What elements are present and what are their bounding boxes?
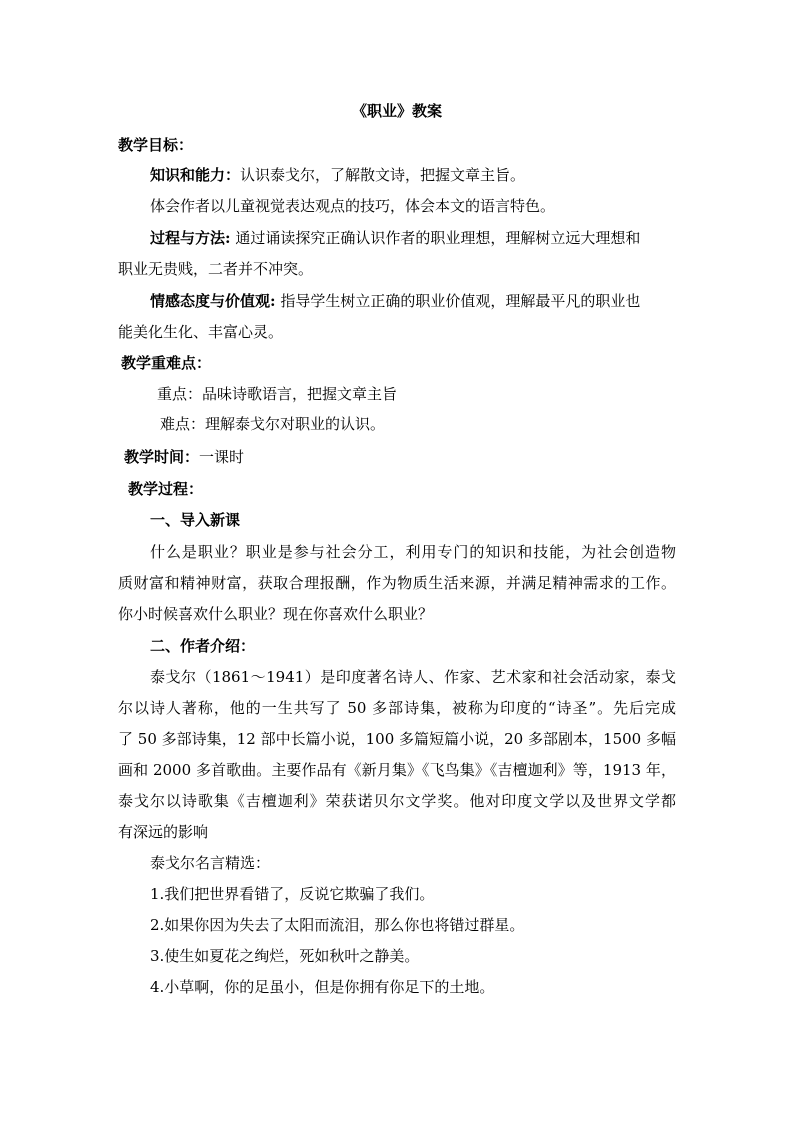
emotion-text: 指导学生树立正确的职业价值观，理解最平凡的职业也	[275, 292, 641, 310]
knowledge-line	[150, 165, 525, 185]
teaching-time	[124, 447, 244, 467]
quotes-heading: 泰戈尔名言精选：	[150, 854, 271, 872]
process-method-text: 通过诵读探究正确认识作者的职业理想，理解树立远大理想和	[230, 229, 641, 247]
teaching-time-label: 教学时间：	[124, 448, 200, 466]
key-points-heading: 教学重难点：	[121, 354, 212, 372]
knowledge-line-2: 体会作者以儿童视觉表达观点的技巧，体会本文的语言特色。	[150, 197, 556, 215]
section-2-line-4: 画和 2000 多首歌曲。主要作品有《新月集》《飞鸟集》《吉檀迦利》等，1913 年，	[118, 761, 676, 779]
document-title: 《职业》教案	[351, 102, 442, 120]
teaching-time-value: 一课时	[199, 448, 245, 466]
key-point: 重点：品味诗歌语言，把握文章主旨	[157, 385, 398, 403]
section-2-line-6: 有深远的影响	[118, 823, 209, 841]
difficulty: 难点：理解泰戈尔对职业的认识。	[160, 415, 386, 433]
emotion-line-2: 能美化生化、丰富心灵。	[118, 323, 284, 341]
process-method-line	[150, 228, 640, 248]
process-method-label: 过程与方法:	[150, 229, 231, 247]
section-1-line-1: 什么是职业？职业是参与社会分工，利用专门的知识和技能，为社会创造物	[150, 543, 676, 561]
process-heading: 教学过程：	[128, 480, 204, 498]
section-1-line-3: 你小时候喜欢什么职业？现在你喜欢什么职业？	[118, 605, 434, 623]
emotion-label: 情感态度与价值观:	[150, 292, 276, 310]
section-2-line-1: 泰戈尔（1861～1941）是印度著名诗人、作家、艺术家和社会活动家，泰戈	[150, 668, 676, 686]
section-1-line-2: 质财富和精神财富，获取合理报酬，作为物质生活来源，并满足精神需求的工作。	[118, 574, 676, 592]
quote-item: 2.如果你因为失去了太阳而流泪，那么你也将错过群星。	[150, 916, 525, 934]
section-2-heading: 二、作者介绍：	[150, 637, 256, 655]
section-2-line-2: 尔以诗人著称，他的一生共写了 50 多部诗集，被称为印度的“诗圣”。先后完成	[118, 699, 676, 717]
quote-item: 1.我们把世界看错了，反说它欺骗了我们。	[150, 885, 435, 903]
section-1-heading: 一、导入新课	[150, 511, 241, 529]
objectives-heading: 教学目标：	[118, 136, 194, 154]
knowledge-label: 知识和能力：	[150, 166, 241, 184]
section-2-line-3: 了 50 多部诗集，12 部中长篇小说，100 多篇短篇小说，20 多部剧本，1500 多幅	[118, 730, 676, 748]
emotion-line	[150, 291, 640, 311]
section-2-line-5: 泰戈尔以诗歌集《吉檀迦利》荣获诺贝尔文学奖。他对印度文学以及世界文学都	[118, 792, 676, 810]
knowledge-text: 认识泰戈尔，了解散文诗，把握文章主旨。	[240, 166, 526, 184]
quote-item: 4.小草啊，你的足虽小，但是你拥有你足下的土地。	[150, 978, 495, 996]
quote-item: 3.使生如夏花之绚烂，死如秋叶之静美。	[150, 947, 420, 965]
process-method-line-2: 职业无贵贱，二者并不冲突。	[118, 260, 314, 278]
